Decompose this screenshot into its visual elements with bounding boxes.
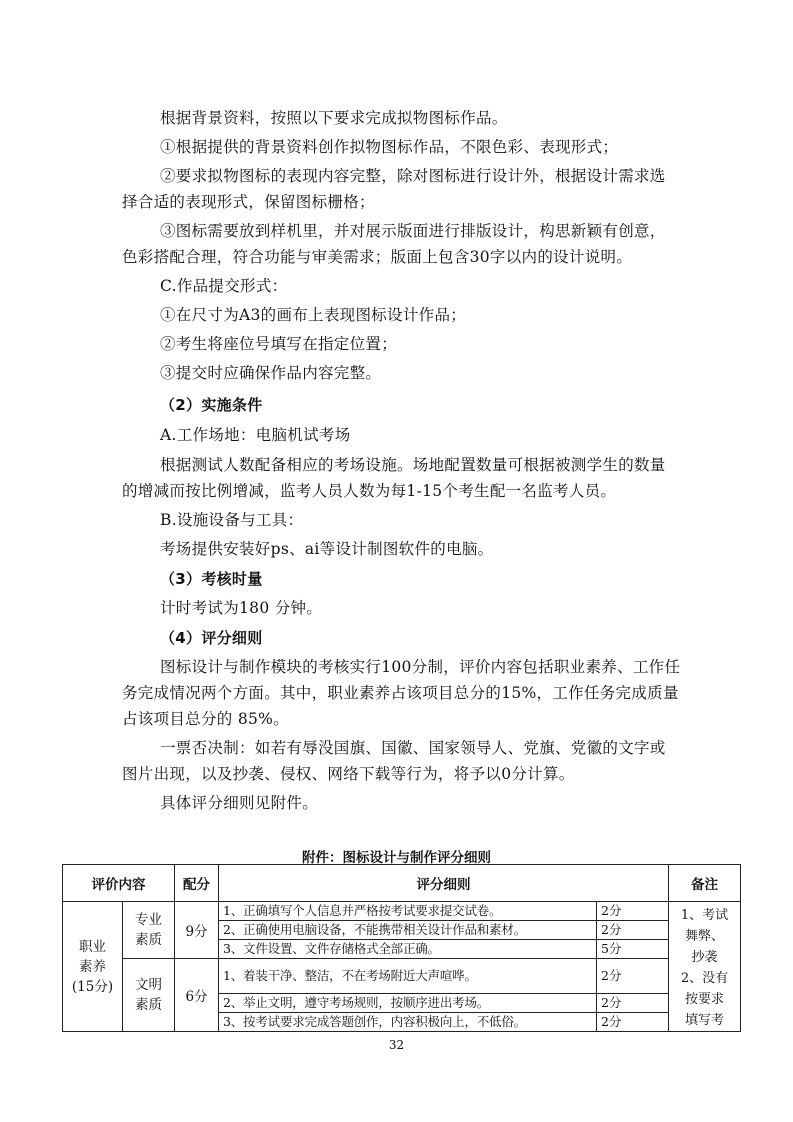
scoring-paragraph-line3: 占该项目总分的 85%。 bbox=[122, 710, 289, 728]
remark-line: 按要求 bbox=[684, 992, 724, 1007]
criterion-text: 3、按考试要求完成答题创作，内容积极向上，不低俗。 bbox=[219, 1013, 597, 1032]
table-caption: 附件：图标设计与制作评分细则 bbox=[302, 850, 491, 866]
criterion-points: 2分 bbox=[597, 994, 669, 1013]
page-number: 32 bbox=[388, 1038, 405, 1052]
header-content: 评价内容 bbox=[63, 865, 175, 902]
venue-paragraph-line1: 根据测试人数配备相应的考场设施。场地配置数量可根据被测学生的数量 bbox=[160, 456, 666, 474]
venue-line: A.工作场地：电脑机试考场 bbox=[160, 426, 351, 444]
remark-line: 2、没有 bbox=[680, 971, 729, 986]
criterion-points: 2分 bbox=[597, 921, 669, 940]
section-heading-conditions: （2）实施条件 bbox=[160, 396, 263, 414]
table-row bbox=[63, 902, 741, 921]
table-header-row bbox=[63, 865, 741, 902]
criterion-text: 1、正确填写个人信息并严格按考试要求提交试卷。 bbox=[219, 902, 597, 921]
remark-cell bbox=[669, 902, 741, 1032]
section-heading-duration: （3）考核时量 bbox=[160, 570, 263, 588]
category-line: (15分) bbox=[71, 978, 114, 995]
table-row bbox=[63, 959, 741, 994]
category-line: 职业 bbox=[79, 938, 106, 955]
group-name-line: 素质 bbox=[135, 932, 162, 948]
criterion-points: 2分 bbox=[597, 902, 669, 921]
group-score: 6分 bbox=[175, 959, 219, 1032]
equipment-line: 考场提供安装好ps、ai等设计制图软件的电脑。 bbox=[160, 540, 494, 558]
remark-line: 抄袭 bbox=[691, 950, 718, 965]
category-line: 素养 bbox=[79, 958, 106, 975]
veto-paragraph-line2: 图片出现，以及抄袭、侵权、网络下载等行为，将予以0分计算。 bbox=[122, 765, 575, 783]
submission-item-1: ①在尺寸为A3的画布上表现图标设计作品； bbox=[160, 306, 467, 324]
criterion-points: 5分 bbox=[597, 940, 669, 959]
scoring-paragraph-line2: 务完成情况两个方面。其中，职业素养占该项目总分的15%，工作任务完成质量 bbox=[122, 684, 679, 702]
requirement-3-line1: ③图标需要放到样机里，并对展示版面进行排版设计，构思新颖有创意， bbox=[160, 222, 666, 240]
header-remark: 备注 bbox=[669, 865, 741, 902]
remark-line: 1、考试 bbox=[680, 908, 729, 923]
venue-paragraph-line2: 的增减而按比例增减，监考人员人数为每1-15个考生配一名监考人员。 bbox=[122, 482, 617, 500]
remark-line: 舞弊、 bbox=[684, 929, 724, 944]
scoring-paragraph-line1: 图标设计与制作模块的考核实行100分制，评价内容包括职业素养、工作任 bbox=[160, 658, 681, 676]
criterion-text: 3、文件设置、文件存储格式全部正确。 bbox=[219, 940, 597, 959]
criterion-points: 2分 bbox=[597, 959, 669, 994]
criterion-text: 2、正确使用电脑设备，不能携带相关设计作品和素材。 bbox=[219, 921, 597, 940]
criterion-text: 1、着装干净、整洁，不在考场附近大声喧哗。 bbox=[219, 959, 597, 994]
submission-item-3: ③提交时应确保作品内容完整。 bbox=[160, 364, 382, 382]
criterion-points: 2分 bbox=[597, 1013, 669, 1032]
requirement-2-line1: ②要求拟物图标的表现内容完整，除对图标进行设计外，根据设计需求选 bbox=[160, 167, 666, 185]
remark-line: 填写考 bbox=[684, 1013, 724, 1028]
requirement-1: ①根据提供的背景资料创作拟物图标作品，不限色彩、表现形式； bbox=[160, 138, 619, 156]
criterion-text: 2、举止文明，遵守考场规则，按顺序进出考场。 bbox=[219, 994, 597, 1013]
paragraph-intro: 根据背景资料，按照以下要求完成拟物图标作品。 bbox=[160, 109, 508, 127]
section-heading-scoring: （4）评分细则 bbox=[160, 629, 263, 647]
duration-line: 计时考试为180 分钟。 bbox=[160, 599, 323, 617]
category-professionalism bbox=[63, 902, 123, 1032]
group-score: 9分 bbox=[175, 902, 219, 959]
requirement-2-line2: 择合适的表现形式，保留图标栅格； bbox=[122, 193, 375, 211]
header-score: 配分 bbox=[175, 865, 219, 902]
group-name-line: 素质 bbox=[135, 997, 162, 1013]
submission-item-2: ②考生将座位号填写在指定位置； bbox=[160, 335, 398, 353]
veto-paragraph-line1: 一票否决制：如若有辱没国旗、国徽、国家领导人、党旗、党徽的文字或 bbox=[160, 739, 666, 757]
equipment-heading: B.设施设备与工具： bbox=[160, 511, 304, 529]
requirement-3-line2: 色彩搭配合理，符合功能与审美需求；版面上包含30字以内的设计说明。 bbox=[122, 248, 633, 266]
group-professional-quality bbox=[123, 902, 175, 959]
group-name-line: 文明 bbox=[135, 977, 162, 993]
header-detail: 评分细则 bbox=[219, 865, 669, 902]
appendix-reference: 具体评分细则见附件。 bbox=[160, 794, 319, 812]
submission-heading: C.作品提交形式： bbox=[160, 277, 288, 295]
scoring-table bbox=[62, 864, 741, 1032]
group-name-line: 专业 bbox=[135, 912, 162, 928]
group-civility-quality bbox=[123, 959, 175, 1032]
